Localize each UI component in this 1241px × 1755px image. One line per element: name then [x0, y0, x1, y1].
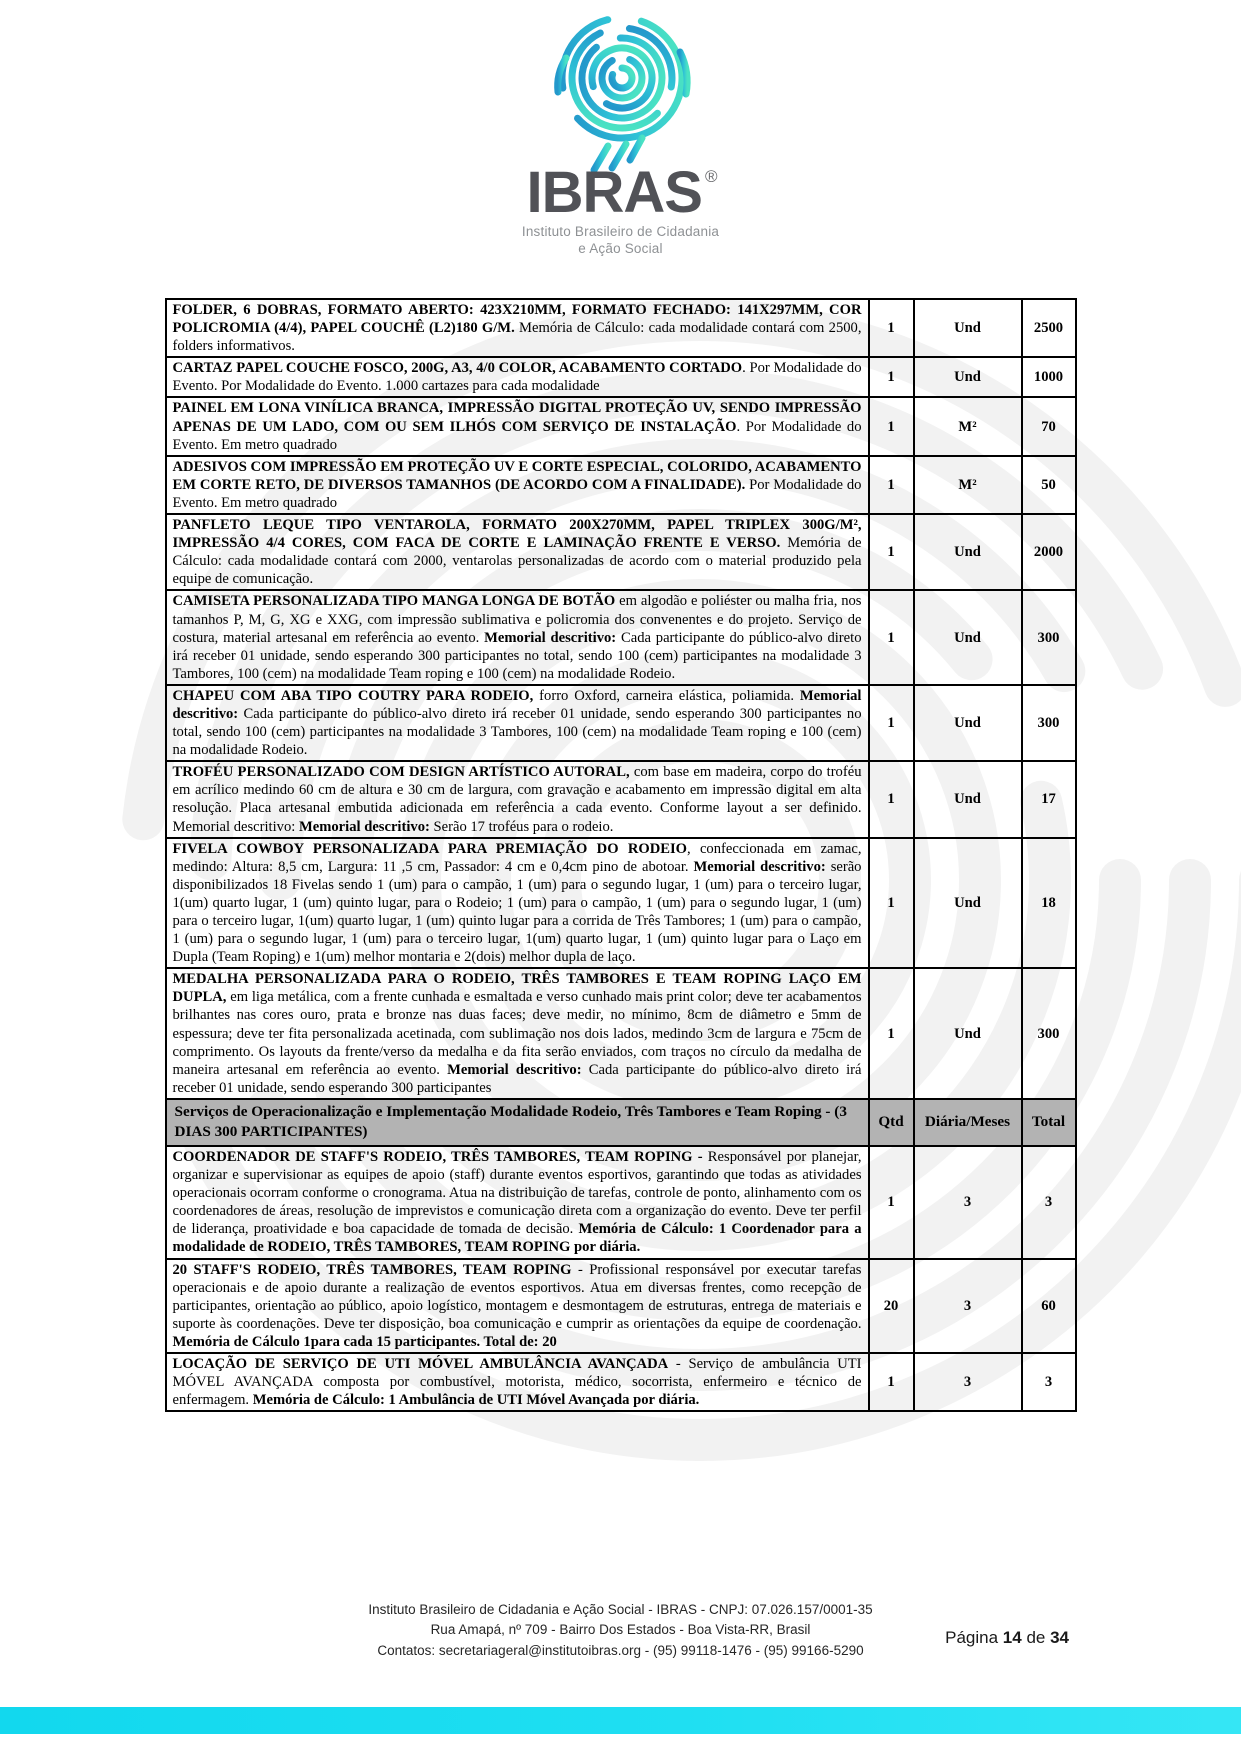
item-description: [166, 685, 869, 761]
qtd-column-header: Qtd: [869, 1099, 914, 1146]
description-bold-segment: Memorial descritivo:: [479, 629, 617, 646]
brand-logo: [526, 160, 718, 225]
description-text-segment: Serão 17 troféus para o rodeio.: [429, 818, 614, 835]
brand-tagline: [0, 224, 1241, 258]
description-text-segment: . Por Modalidade do Evento. Em metro quadrado: [172, 418, 862, 453]
item-row: [166, 838, 1076, 969]
description-bold-segment: Memória de Cálculo: 1 Coordenador para a modalidade de RODEIO, TRÊS TAMBORES, TEAM ROPING por diária.: [172, 1221, 862, 1256]
bottom-accent-bar: [0, 1707, 1241, 1734]
description-text-segment: em liga metálica, com a frente cunhada e esmaltada e verso cunhado mais print color; deve ter acabamentos brilhantes nas cores ouro, prata e bronze nas duas faces; deve medir, no mínimo, 8cm de diâmetro e 5mm de espessura; deve ter fita personalizada acetinada, com sublimação nos dois lados, medindo 3cm de largura e 75cm de comprimento. Os layouts da frente/verso da medalha e da fita serão enviados, com traços no círculo da medalha de maneira artesanal em referência ao evento.: [172, 989, 862, 1078]
description-text-segment: Memória de Cálculo: cada modalidade contará com 2500, folders informativos.: [172, 320, 862, 355]
description-bold-segment: Memorial descritivo:: [172, 687, 862, 722]
description-bold-segment: ADESIVOS COM IMPRESSÃO EM PROTEÇÃO UV E CORTE ESPECIAL, COLORIDO, ACABAMENTO EM CORTE RETO, DE DIVERSOS TAMANHOS (DE ACORDO COM A FINALIDADE).: [172, 458, 862, 493]
description-bold-segment: CHAPEU COM ABA TIPO COUTRY PARA RODEIO,: [172, 687, 534, 704]
item-unit-cell: Und: [914, 685, 1022, 761]
description-bold-segment: Memória de Cálculo 1para cada 15 participantes. Total de: 20: [172, 1333, 557, 1350]
item-row: [166, 761, 1076, 837]
fingerprint-brazil-icon: [542, 6, 700, 178]
service-qtd-cell: 1: [869, 1146, 914, 1259]
service-unit-cell: 3: [914, 1353, 1022, 1411]
unit-column-header: Diária/Meses: [914, 1099, 1022, 1146]
item-total-cell: 300: [1022, 590, 1076, 684]
item-total-cell: 2500: [1022, 299, 1076, 357]
item-unit-cell: M²: [914, 456, 1022, 514]
item-unit-cell: M²: [914, 397, 1022, 455]
description-bold-segment: PAINEL EM LONA VINÍLICA BRANCA, IMPRESSÃO DIGITAL PROTEÇÃO UV, SENDO IMPRESSÃO APENAS DE UM LADO, COM OU SEM ILHÓS COM SERVIÇO DE INSTALAÇÃO: [172, 400, 862, 435]
description-bold-segment: Memorial descritivo:: [295, 818, 430, 835]
item-unit-cell: Und: [914, 838, 1022, 969]
item-qtd-cell: 1: [869, 590, 914, 684]
description-bold-segment: Memorial descritivo:: [688, 858, 826, 875]
footer-line-1: Instituto Brasileiro de Cidadania e Ação Social - IBRAS - CNPJ: 07.026.157/0001-35: [368, 1602, 873, 1617]
description-text-segment: - Serviço de ambulância UTI MÓVEL AVANÇADA composta por combustível, motorista, médico, socorrista, enfermeiro e técnico de enfermagem.: [172, 1356, 862, 1409]
description-text-segment: , confeccionada em zamac, medindo: Altura: 8,5 cm, Largura: 11 ,5 cm, Passador: 4 cm e 0,4cm pino de abotoar.: [172, 840, 862, 875]
brand-name: IBRAS: [526, 160, 702, 225]
footer-line-3: Contatos: secretariageral@institutoibras.org - (95) 99118-1476 - (95) 99166-5290: [377, 1642, 864, 1658]
description-text-segment: Cada participante do público-alvo direto irá receber 01 unidade, sendo esperando 300 participantes no total, sendo 100 (cem) participantes na modalidade 3 Tambores, 100 (cem) na modalidade Team roping e 100 (cem) na modalidade Rodeio.: [172, 629, 862, 682]
item-description: [166, 397, 869, 455]
page-number-current: 14: [1002, 1628, 1022, 1647]
description-text-segment: em algodão e poliéster ou malha fria, nos tamanhos P, M, G, XG e XXG, com impressão sublimativa e policromia dos convenentes e do projeto. Serviço de costura, material artesanal em referência ao evento.: [172, 593, 862, 646]
description-bold-segment: CAMISETA PERSONALIZADA TIPO MANGA LONGA DE BOTÃO: [172, 593, 616, 610]
item-row: [166, 299, 1076, 357]
item-description: [166, 838, 869, 969]
item-total-cell: 300: [1022, 685, 1076, 761]
description-bold-segment: FIVELA COWBOY PERSONALIZADA PARA PREMIAÇÃO DO RODEIO: [172, 840, 688, 857]
item-unit-cell: Und: [914, 761, 1022, 837]
item-qtd-cell: 1: [869, 357, 914, 397]
service-row: [166, 1146, 1076, 1259]
item-qtd-cell: 1: [869, 968, 914, 1099]
item-qtd-cell: 1: [869, 514, 914, 590]
item-row: [166, 357, 1076, 397]
service-row: [166, 1259, 1076, 1353]
item-unit-cell: Und: [914, 514, 1022, 590]
service-qtd-cell: 1: [869, 1353, 914, 1411]
item-total-cell: 70: [1022, 397, 1076, 455]
item-total-cell: 17: [1022, 761, 1076, 837]
item-row: [166, 590, 1076, 684]
page-header: [0, 6, 1241, 298]
tagline-line-2: e Ação Social: [578, 240, 663, 256]
item-description: [166, 761, 869, 837]
item-unit-cell: Und: [914, 299, 1022, 357]
item-description: [166, 590, 869, 684]
tagline-line-1: Instituto Brasileiro de Cidadania: [521, 224, 720, 239]
description-bold-segment: Memorial descritivo:: [439, 1061, 582, 1078]
service-description: [166, 1259, 869, 1353]
item-qtd-cell: 1: [869, 299, 914, 357]
description-text-segment: Cada participante do público-alvo direto irá receber 01 unidade, sendo esperando 300 participantes no total, sendo 100 (cem) participantes na modalidade 3 Tambores, 100 (cem) na modalidade Team roping e 100 (cem) na modalidade Rodeio.: [172, 705, 862, 759]
description-bold-segment: 20 STAFF'S RODEIO, TRÊS TAMBORES, TEAM ROPING: [172, 1261, 572, 1278]
item-unit-cell: Und: [914, 357, 1022, 397]
item-row: [166, 397, 1076, 455]
page-number-total: 34: [1050, 1628, 1069, 1647]
service-unit-cell: 3: [914, 1146, 1022, 1259]
item-total-cell: 1000: [1022, 357, 1076, 397]
description-text-segment: Responsável por planejar, organizar e supervisionar as equipes de apoio (staff) durante eventos esportivos, garantindo que todas as atividades operacionais ocorram conforme o cronograma. Atua na distribuição de tarefas, controle de ponto, alinhamento com os coordenadores de áreas, resolução de imprevistos e comunicação direta com a organização do evento. Deve ter perfil de liderança, proatividade e boa capacidade de tomada de decisão.: [172, 1148, 862, 1238]
description-text-segment: Cada participante do público-alvo direto irá receber 01 unidade, sendo esperando 300 participantes: [172, 1061, 862, 1096]
total-column-header: Total: [1022, 1099, 1076, 1146]
description-bold-segment: LOCAÇÃO DE SERVIÇO DE UTI MÓVEL AMBULÂNCIA AVANÇADA: [172, 1356, 669, 1372]
item-unit-cell: Und: [914, 968, 1022, 1099]
description-bold-segment: PANFLETO LEQUE TIPO VENTAROLA, FORMATO 200X270MM, PAPEL TRIPLEX 300G/M², IMPRESSÃO 4/4 CORES, COM FACA DE CORTE E LAMINAÇÃO FRENTE E VERSO.: [172, 517, 862, 552]
item-total-cell: 18: [1022, 838, 1076, 969]
item-description: [166, 514, 869, 590]
description-bold-segment: Memória de Cálculo: 1 Ambulância de UTI Móvel Avançada por diária.: [249, 1392, 700, 1409]
item-row: [166, 685, 1076, 761]
page-number: [945, 1628, 1069, 1648]
service-total-cell: 3: [1022, 1353, 1076, 1411]
item-qtd-cell: 1: [869, 397, 914, 455]
description-text-segment: . Por Modalidade do Evento. Por Modalidade do Evento. 1.000 cartazes para cada modalidade: [172, 360, 862, 395]
description-text-segment: Por Modalidade do Evento. Em metro quadrado: [172, 476, 862, 511]
service-qtd-cell: 20: [869, 1259, 914, 1353]
item-total-cell: 2000: [1022, 514, 1076, 590]
item-row: [166, 968, 1076, 1099]
item-qtd-cell: 1: [869, 685, 914, 761]
description-bold-segment: MEDALHA PERSONALIZADA PARA O RODEIO, TRÊS TAMBORES E TEAM ROPING LAÇO EM DUPLA,: [172, 971, 862, 1006]
service-row: [166, 1353, 1076, 1411]
description-bold-segment: COORDENADOR DE STAFF'S RODEIO, TRÊS TAMBORES, TEAM ROPING -: [172, 1148, 703, 1165]
item-qtd-cell: 1: [869, 761, 914, 837]
service-unit-cell: 3: [914, 1259, 1022, 1353]
description-text-segment: serão disponibilizados 18 Fivelas sendo 1 (um) para o campão, 1 (um) para o segundo lugar, 1 (um) para o terceiro lugar, 1(um) quarto lugar, 1 (um) quinto lugar, para o Rodeio; 1 (um) para o campão, 1 (um) para o segundo lugar, 1 (um) para o terceiro lugar, 1(um) quarto lugar, 1 (um) quinto lugar para a corrida de Três Tambores; 1 (um) para o campão, 1 (um) para o segundo lugar, 1 (um) para o terceiro lugar, 1(um) quarto lugar, 1 (um) quinto lugar para o Laço em Dupla (Team Roping) e 1(um) melhor montaria e 2(dois) melhor dupla de laço.: [172, 858, 862, 966]
services-header-label: Serviços de Operacionalização e Implementação Modalidade Rodeio, Três Tambores e Team Roping - (3 DIAS 300 PARTICIPANTES): [166, 1099, 869, 1146]
registered-mark-icon: ®: [704, 167, 718, 186]
description-bold-segment: FOLDER, 6 DOBRAS, FORMATO ABERTO: 423X210MM, FORMATO FECHADO: 141X297MM, COR POLICROMIA (4/4), PAPEL COUCHÊ (L2)180 G/M.: [172, 302, 862, 337]
items-table: [165, 298, 1077, 1412]
description-text-segment: com base em madeira, corpo do troféu em acrílico medindo 60 cm de altura e 30 cm de largura, com gravação e acabamento em impressão digital em alta resolução. Placa artesanal embutida adicionada em referência a cada evento. Conforme layout a ser definido. Memorial descritivo:: [172, 764, 862, 835]
item-row: [166, 514, 1076, 590]
page-number-middle: de: [1021, 1628, 1051, 1647]
item-total-cell: 300: [1022, 968, 1076, 1099]
description-text-segment: - Profissional responsável por executar tarefas operacionais e de apoio durante a realização de eventos esportivos. Atua em diversas frentes, como recepção de participantes, orientação ao público, apoio logístico, montagem e desmontagem de estruturas, entrega de materiais e suporte às coordenações. Deve ter disposição, boa comunicação e cumprir as orientações da equipe de coordenação.: [172, 1261, 862, 1332]
services-header-row: [166, 1099, 1076, 1146]
item-description: [166, 968, 869, 1099]
description-text-segment: Memória de Cálculo: cada modalidade contará com 2000, ventarolas personalizadas de acordo com o material produzido pela equipe de comunicação.: [172, 535, 862, 588]
item-qtd-cell: 1: [869, 838, 914, 969]
item-row: [166, 456, 1076, 514]
description-bold-segment: CARTAZ PAPEL COUCHE FOSCO, 200G, A3, 4/0 COLOR, ACABAMENTO CORTADO: [172, 360, 743, 377]
description-text-segment: forro Oxford, carneira elástica, poliamida.: [533, 687, 795, 704]
footer-line-2: Rua Amapá, nº 709 - Bairro Dos Estados - Boa Vista-RR, Brasil: [430, 1622, 811, 1638]
page-number-prefix: Página: [945, 1628, 1003, 1647]
item-unit-cell: Und: [914, 590, 1022, 684]
service-description: [166, 1353, 869, 1411]
item-total-cell: 50: [1022, 456, 1076, 514]
service-description: [166, 1146, 869, 1259]
item-description: [166, 456, 869, 514]
service-total-cell: 3: [1022, 1146, 1076, 1259]
service-total-cell: 60: [1022, 1259, 1076, 1353]
description-bold-segment: TROFÉU PERSONALIZADO COM DESIGN ARTÍSTICO AUTORAL,: [172, 764, 630, 781]
item-description: [166, 357, 869, 397]
item-description: [166, 299, 869, 357]
item-qtd-cell: 1: [869, 456, 914, 514]
